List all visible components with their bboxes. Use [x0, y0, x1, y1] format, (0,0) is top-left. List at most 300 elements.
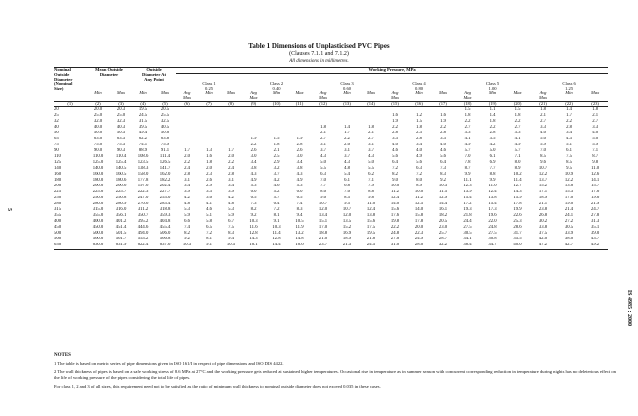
table-cell: 26.8 [538, 213, 548, 218]
table-cell: 9.6 [320, 195, 326, 201]
table-cell: 3.7 [344, 154, 350, 159]
table-cell: 8.3 [296, 207, 303, 212]
table-cell: 21.8 [366, 236, 376, 242]
header-min-1: Min [94, 91, 102, 96]
column-number-8: (8) [220, 101, 242, 107]
table-cell: 8.7 [592, 154, 599, 159]
table-cell: 1.9 [440, 119, 446, 124]
header-class-2-avg-max: Max [249, 96, 258, 101]
page-number: 5 [6, 208, 12, 211]
table-cell: 4.9 [296, 177, 303, 183]
table-cell: 4.0 [540, 130, 546, 136]
table-cell: 8.1 [273, 213, 280, 218]
table-cell: 1.2 [416, 113, 422, 118]
header-mean-od: Mean Outside [86, 68, 132, 74]
table-cell: 2.7 [320, 136, 326, 142]
table-cell: 6.5 [296, 195, 303, 201]
table-cell: 1.3 [206, 148, 212, 154]
table-cell: 1.8 [489, 119, 496, 124]
table-cell: 1.8 [206, 160, 212, 165]
table-cell: 10.3 [272, 225, 281, 230]
nominal-size-cell: 25 [54, 113, 59, 118]
table-cell: 16.6 [288, 243, 311, 249]
table-cell: 42.0 [538, 236, 548, 242]
table-cell: 4.3 [344, 160, 350, 165]
table-cell: 5.5 [368, 166, 374, 171]
table-cell: 15.2 [538, 183, 548, 189]
table-cell: 15.3 [564, 189, 574, 195]
table-cell: 5.8 [206, 219, 212, 224]
table-cell: 12.4 [390, 195, 400, 201]
table-cell: 1.8 [514, 113, 521, 118]
table-cell: 180.0 [92, 177, 104, 183]
class-4-pressure: 0.80 [415, 86, 424, 91]
column-number-6: (6) [176, 101, 198, 107]
table-cell: 5.7 [273, 195, 280, 201]
table-cell: 561.7 [115, 236, 127, 242]
table-cell: 3.3 [592, 124, 599, 130]
class-1-label: Class 1 [202, 82, 216, 87]
header-outside-at-line2: Diameter At [142, 73, 167, 78]
table-cell: 3.8 [296, 166, 303, 171]
table-cell: 12.0 [318, 207, 328, 212]
table-cell: 5.0 [489, 148, 496, 154]
table-cell: 2.0 [184, 154, 190, 159]
table-cell: 3.4 [296, 160, 303, 165]
class-4-label: Class 4 [412, 82, 426, 87]
column-number-12: (12) [311, 101, 335, 107]
table-cell: 15.7 [591, 183, 600, 189]
table-cell: 75.0 [93, 142, 103, 148]
header-class-5-min: Min [488, 91, 497, 96]
table-cell: 1.1 [489, 106, 496, 112]
table-cell: 123.5 [137, 160, 149, 165]
table-cell: 4.0 [392, 142, 398, 148]
table-cell: 125.4 [115, 160, 127, 165]
table-cell: 7.1 [514, 154, 521, 159]
table-cell: 17.6 [591, 189, 600, 195]
table-cell: 13.8 [488, 195, 497, 201]
table-cell: 5.2 [273, 189, 280, 195]
table-cell: 17.5 [366, 225, 376, 230]
table-cell: 2.7 [592, 119, 599, 124]
table-cell: 25.0 [93, 113, 103, 118]
table-cell: 90.3 [116, 148, 126, 154]
column-number-15: (15) [383, 101, 407, 107]
header-outside-at: Outside [132, 68, 176, 74]
table-cell: 3.0 [250, 154, 257, 159]
table-cell: 2.2 [250, 142, 257, 148]
table-cell: 19.5 [366, 230, 376, 236]
table-cell: 4.8 [184, 201, 190, 207]
table-cell: 32.0 [93, 119, 103, 124]
table-cell: 22.6 [513, 213, 522, 218]
table-cell: 13.4 [318, 213, 328, 218]
table-cell: 11.2 [415, 195, 424, 201]
table-cell: 49.2 [582, 243, 608, 249]
table-cell: 3.9 [228, 189, 234, 195]
table-cell: 21.4 [564, 207, 574, 212]
table-cell: 14.0 [390, 201, 400, 207]
table-cell: 444.6 [137, 225, 149, 230]
nominal-size-cell: 355 [54, 213, 62, 218]
table-cell: 21.1 [538, 201, 548, 207]
table-cell: 14.1 [591, 177, 600, 183]
table-cell: 7.2 [206, 230, 212, 236]
table-cell: 3.4 [228, 183, 234, 189]
table-cell: 2.6 [250, 148, 257, 154]
table-cell: 4.1 [206, 201, 212, 207]
table-cell: 4.0 [592, 130, 599, 136]
table-cell: 34.7 [480, 243, 505, 249]
table-cell: 24.5 [359, 243, 383, 249]
table-cell: 12.4 [488, 189, 497, 195]
table-cell: 12.3 [463, 183, 472, 189]
column-number-5: (5) [154, 101, 176, 107]
table-cell: 4.9 [514, 142, 521, 148]
header-class-1-avg-max: Max [182, 96, 192, 101]
table-cell: 21.8 [463, 213, 472, 218]
table-cell: 631.9 [110, 243, 132, 249]
table-cell: 22.2 [390, 225, 400, 230]
table-cell: 40.5 [160, 124, 170, 130]
column-number-2: (2) [86, 101, 110, 107]
nominal-size-cell: 200 [54, 183, 62, 189]
table-cell: 4.0 [440, 142, 446, 148]
table-cell: 1.4 [566, 106, 572, 112]
table-cell: 227.7 [159, 189, 171, 195]
table-cell: 6.2 [368, 172, 374, 177]
table-cell: 15.9 [513, 195, 522, 201]
table-cell: 20.5 [160, 106, 170, 112]
table-cell: 63.8 [160, 136, 170, 142]
table-cell: 2.1 [273, 148, 280, 154]
table-cell: 30.2 [538, 219, 548, 224]
table-cell: 3.3 [206, 189, 212, 195]
table-cell: 7.2 [416, 172, 422, 177]
table-cell: 5.6 [392, 154, 398, 159]
nominal-size-cell: 400 [54, 219, 62, 224]
table-cell: 9.9 [489, 177, 496, 183]
table-cell: 16.9 [342, 230, 352, 236]
table-cell: 4.3 [320, 154, 326, 159]
table-cell: 24.5 [138, 113, 148, 118]
table-cell: 138.3 [137, 166, 149, 171]
table-cell: 13.2 [295, 230, 304, 236]
nominal-size-cell: 125 [54, 160, 62, 165]
table-cell: 12.2 [538, 172, 548, 177]
nominal-size-cell: 560 [54, 236, 62, 242]
table-cell: 8.0 [514, 160, 521, 165]
table-cell: 2.4 [184, 166, 190, 171]
table-cell: 141.7 [159, 166, 171, 171]
table-cell: 7.5 [228, 225, 234, 230]
table-cell: 7.2 [392, 166, 398, 171]
table-cell: 14.4 [265, 243, 288, 249]
header-class-5-max: Max [513, 91, 522, 96]
table-cell: 11.6 [249, 225, 258, 230]
nominal-size-cell: 63 [54, 136, 59, 142]
header-class-2-avg: Avg [250, 91, 257, 96]
table-cell: 40.0 [93, 124, 103, 130]
class-1-pressure: 0.25 [205, 86, 214, 91]
table-cell: 11.9 [295, 225, 304, 230]
table-cell: 19.5 [138, 106, 148, 112]
table-cell: 32.2 [431, 243, 455, 249]
table-cell: 3.2 [273, 166, 280, 171]
table-cell: 3.9 [184, 189, 190, 195]
table-cell: 1.9 [296, 136, 303, 142]
table-cell: 5.9 [540, 142, 546, 148]
header-class-6-avg-max: Max [538, 96, 548, 101]
table-cell: 6.4 [440, 160, 446, 165]
table-cell: 33.9 [564, 230, 574, 236]
table-cell: 21.3 [335, 243, 359, 249]
header-class-4-max: Max [438, 91, 448, 96]
table-cell: 50.0 [93, 130, 103, 136]
table-cell: 350.7 [137, 213, 149, 218]
table-cell: 12.5 [414, 201, 424, 207]
table-cell: 5.0 [368, 160, 374, 165]
table-cell: 2.8 [566, 124, 572, 130]
table-units-note: All dimensions in millimetres. [289, 59, 349, 64]
table-cell: 2.1 [368, 130, 374, 136]
table-cell: 222.3 [137, 189, 149, 195]
table-cell: 13.9 [463, 189, 472, 195]
table-cell: 318.8 [159, 207, 171, 212]
table-cell: 7.0 [540, 148, 546, 154]
nominal-size-cell: 450 [54, 225, 62, 230]
table-cell: 2.2 [344, 136, 350, 142]
table-cell: 31.0 [383, 243, 407, 249]
table-cell: 6.1 [489, 154, 496, 159]
table-cell: 450.0 [92, 225, 104, 230]
nominal-size-cell: 32 [54, 119, 59, 124]
table-cell: 6.1 [566, 148, 572, 154]
table-cell: 14.3 [249, 236, 258, 242]
column-number-11: (11) [288, 101, 311, 107]
table-cell: 8.3 [440, 172, 446, 177]
table-cell: 15.4 [488, 201, 497, 207]
table-cell: 5.3 [296, 183, 303, 189]
header-class-4-avg-max: Max [390, 96, 400, 101]
table-cell: 10.2 [513, 172, 522, 177]
header-class-6-min: Min [565, 91, 573, 96]
nominal-size-cell: 280 [54, 201, 62, 207]
table-cell: 1.6 [206, 154, 212, 159]
table-cell: 10.5 [295, 219, 304, 224]
table-cell: 9.8 [592, 160, 599, 165]
table-cell: 14.4 [438, 201, 448, 207]
table-cell: 560.0 [92, 236, 104, 242]
table-cell: 280.0 [92, 201, 104, 207]
table-cell: 400.0 [92, 219, 104, 224]
table-cell: 2.7 [464, 124, 471, 130]
table-cell: 2.0 [206, 166, 212, 171]
table-cell: 5.3 [250, 183, 257, 189]
table-cell: 1.7 [184, 148, 190, 154]
table-cell: 1.8 [416, 124, 422, 130]
class-6-label: Class 6 [562, 82, 576, 87]
table-cell: 4.8 [228, 201, 234, 207]
table-cell: 202.4 [159, 183, 171, 189]
column-number-22: (22) [556, 101, 582, 107]
table-cell: 5.7 [464, 148, 471, 154]
table-cell: 10.0 [390, 183, 400, 189]
table-cell: 9.4 [228, 236, 234, 242]
header-mean-od-line2: Diameter [99, 73, 119, 78]
table-cell: 10.3 [438, 183, 448, 189]
table-cell: 8.7 [464, 166, 471, 171]
table-cell: 2.2 [392, 124, 398, 130]
table-cell: 24.9 [414, 236, 424, 242]
table-cell: 63.0 [93, 136, 103, 142]
table-cell: 1.5 [416, 119, 422, 124]
table-cell: 17.3 [488, 207, 497, 212]
class-5-label: Class 5 [485, 82, 500, 87]
nominal-size-cell: 160 [54, 172, 62, 177]
table-cell: 21.9 [591, 201, 600, 207]
column-number-13: (13) [335, 101, 359, 107]
column-number-19: (19) [480, 101, 505, 107]
table-cell: 7.4 [184, 225, 190, 230]
table-cell: 6.7 [228, 219, 234, 224]
table-cell: 20.0 [414, 225, 424, 230]
table-cell: 19.3 [463, 207, 472, 212]
table-cell: 2.6 [344, 142, 350, 148]
table-cell: 15.6 [366, 219, 376, 224]
table-cell: 2.9 [206, 183, 212, 189]
table-cell: 8.1 [206, 236, 212, 242]
table-cell: 9.2 [440, 177, 446, 183]
table-cell: 1.8 [464, 113, 471, 118]
table-cell: 283.4 [159, 201, 171, 207]
table-cell: 1.7 [228, 148, 234, 154]
column-number-10: (10) [265, 101, 288, 107]
table-cell: 506.0 [159, 230, 171, 236]
nominal-size-cell: 75 [54, 142, 59, 148]
table-cell: 75.3 [116, 142, 126, 148]
table-cell: 10.3 [249, 219, 258, 224]
table-cell: 2.7 [368, 136, 374, 142]
table-cell: 25.5 [160, 113, 170, 118]
table-cell: 24.7 [591, 207, 600, 212]
header-class-3-min: Min [343, 91, 351, 96]
table-cell: 200.6 [115, 183, 127, 189]
table-cell: 4.3 [368, 154, 374, 159]
table-cell: 20.0 [93, 106, 103, 112]
class-3-label: Class 3 [340, 82, 354, 87]
table-cell: 8.6 [320, 189, 326, 195]
table-cell: 22.3 [414, 230, 424, 236]
table-cell: 15.8 [414, 213, 424, 218]
table-cell: 10.7 [342, 207, 352, 212]
table-cell: 50.6 [160, 130, 170, 136]
table-cell: 5.5 [320, 166, 326, 171]
nominal-size-cell: 250 [54, 195, 62, 201]
table-cell: 33.8 [538, 225, 548, 230]
table-cell: 2.8 [489, 130, 496, 136]
table-cell: 28.6 [513, 225, 522, 230]
table-cell: 23.7 [311, 243, 335, 249]
table-cell: 177.8 [137, 177, 149, 183]
table-cell: 1.8 [320, 124, 326, 130]
table-cell: 1.4 [489, 113, 496, 118]
table-cell: 17.0 [564, 195, 574, 201]
header-class-6-max: Max [591, 91, 600, 96]
table-cell: 637.6 [154, 243, 176, 249]
column-number-21: (21) [530, 101, 556, 107]
table-cell: 25.3 [513, 219, 522, 224]
table-cell: 27.2 [564, 219, 574, 224]
table-cell: 2.5 [273, 154, 280, 159]
table-cell: 21.0 [318, 236, 328, 242]
table-cell: 11.2 [391, 189, 400, 195]
table-cell: 6.0 [296, 189, 303, 195]
table-cell: 10.7 [318, 201, 328, 207]
table-cell: 4.2 [489, 142, 496, 148]
table-cell: 75.9 [160, 142, 170, 148]
table-cell: 24.1 [564, 213, 574, 218]
table-cell: 27.6 [390, 236, 400, 242]
table-cell: 14.0 [414, 207, 424, 212]
nominal-size-cell: 40 [54, 124, 59, 130]
table-cell: 8.9 [514, 166, 521, 171]
header-class-1-avg: Avg [183, 91, 191, 96]
table-cell: 6.4 [392, 160, 398, 165]
table-cell: 2.3 [416, 130, 422, 136]
table-cell: 12.2 [564, 177, 574, 183]
table-cell: 7.1 [592, 148, 599, 154]
table-cell: 4.3 [250, 172, 257, 177]
table-cell: 15.2 [342, 225, 352, 230]
table-cell: 4.6 [392, 148, 398, 154]
table-cell: 7.4 [296, 201, 303, 207]
table-cell: 8.2 [184, 230, 190, 236]
table-cell: 2.2 [566, 119, 572, 124]
table-cell: 7.3 [250, 201, 257, 207]
class-6-pressure: 1.25 [565, 86, 574, 91]
table-cell: 18.9 [538, 195, 548, 201]
table-cell: 11.0 [488, 183, 497, 189]
table-cell: 8.2 [392, 172, 398, 177]
table-cell: 2.7 [514, 124, 521, 130]
column-number-1: (1) [54, 101, 86, 107]
table-cell: 3.3 [514, 130, 521, 136]
table-cell: 30.5 [564, 225, 574, 230]
header-class-6-avg: Avg [539, 91, 547, 96]
table-cell: 125.0 [92, 160, 104, 165]
table-cell: 276.6 [137, 201, 149, 207]
table-cell: 43.7 [591, 236, 600, 242]
table-cell: 4.9 [250, 177, 257, 183]
table-cell: 5.3 [228, 207, 234, 212]
table-cell: 9.0 [392, 177, 398, 183]
nominal-size-cell: 315 [54, 207, 62, 212]
table-cell: 6.1 [344, 177, 350, 183]
table-cell: 2.1 [592, 113, 599, 118]
table-cell: 6.9 [489, 160, 496, 165]
header-max-4: Max [160, 91, 170, 96]
table-cell: 3.7 [368, 148, 374, 154]
table-cell: 356.1 [115, 213, 127, 218]
table-cell: 50.3 [116, 130, 126, 136]
table-cell: 27.5 [463, 225, 472, 230]
table-cell: 9.1 [273, 219, 280, 224]
table-cell: 1.5 [514, 106, 521, 112]
header-working-pressure: Working Pressure, MPa [176, 68, 608, 74]
table-cell: 2.1 [540, 113, 546, 118]
